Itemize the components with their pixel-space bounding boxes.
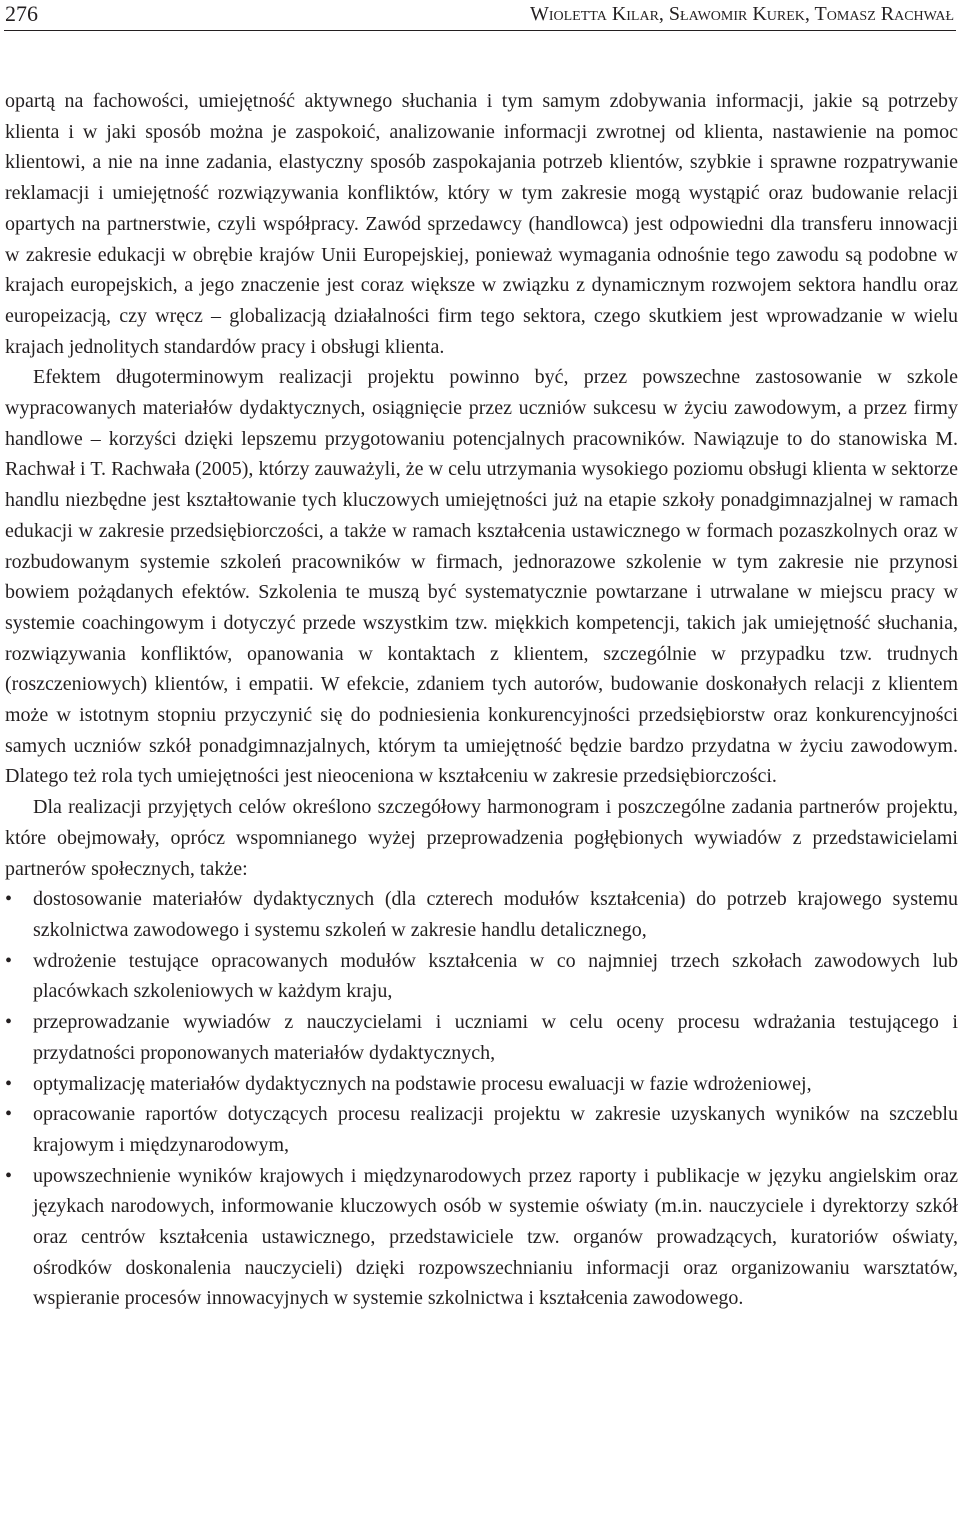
bullet-icon: • bbox=[5, 1164, 13, 1187]
paragraph-1: opartą na fachowości, umiejętność aktywnego słuchania i tym samym zdobywania informacji, jakie są potrzeby klienta i w jaki sposób można je zaspokoić, analizowanie informacji zwrotnej od klienta, nastawienie na pomoc klientowi, a nie na inne zadania, elastyczny sposób zaspokajania potrzeb klientów, szybkie i sprawne rozpatrywanie reklamacji i umiejętność rozwiązywania konfliktów, który w tym zakresie mogą wystąpić oraz budowanie relacji opartych na partnerstwie, czyli współpracy. Zawód sprzedawcy (handlowca) jest odpowiedni dla transferu innowacji w zakresie edukacji w obrębie krajów Unii Europejskiej, ponieważ wymagania odnośnie tego zawodu są podobne w krajach europejskich, a jego znaczenie jest coraz większe w związku z dynamicznym rozwojem sektora handlu oraz europeizacją, czy wręcz – globalizacją działalności firm tego sektora, czego skutkiem jest wprowadzanie w wielu krajach jednolitych standardów pracy i obsługi klienta. bbox=[5, 90, 958, 358]
list-item-text: przeprowadzanie wywiadów z nauczycielami i uczniami w celu oceny procesu wdrażania testującego i przydatności proponowanych materiałów dydaktycznych, bbox=[33, 1011, 958, 1064]
paragraph-3: Dla realizacji przyjętych celów określono szczegółowy harmonogram i poszczególne zadania partnerów projektu, które obejmowały, oprócz wspomnianego wyżej przeprowadzenia pogłębionych wywiadów z przedstawicielami partnerów społecznych, także: bbox=[5, 796, 958, 880]
list-item bbox=[5, 1161, 958, 1315]
running-head-authors: Wioletta Kilar, Sławomir Kurek, Tomasz Rachwał bbox=[529, 3, 954, 25]
list-item bbox=[5, 1069, 958, 1100]
list-item-text: opracowanie raportów dotyczących procesu realizacji projektu w zakresie uzyskanych wyników na szczeblu krajowym i międzynarodowym, bbox=[33, 1103, 958, 1156]
paragraph-2: Efektem długoterminowym realizacji projektu powinno być, przez powszechne zastosowanie w szkole wypracowanych materiałów dydaktycznych, osiągnięcie przez uczniów sukcesu w życiu zawodowym, a przez firmy handlowe – korzyści dzięki lepszemu przygotowaniu potencjalnych pracowników. Nawiązuje to do stanowiska M. Rachwał i T. Rachwała (2005), którzy zauważyli, że w celu utrzymania wysokiego poziomu obsługi klienta w sektorze handlu niezbędne jest kształtowanie tych kluczowych umiejętności już na etapie szkoły ponadgimnazjalnej w ramach edukacji w zakresie przedsiębiorczości, a także w ramach kształcenia ustawicznego w formach pozaszkolnych oraz w rozbudowanym systemie szkoleń pracowników w firmach, jednorazowe szkolenie w tym zakresie nie przynosi bowiem pożądanych efektów. Szkolenia te muszą być systematycznie powtarzane i utrwalane w miejscu pracy w systemie coachingowym i dotyczyć przede wszystkim tzw. miękkich kompetencji, takich jak umiejętność słuchania, rozwiązywania konfliktów, opanowania w kontaktach z klientem, szczególnie w przypadku tzw. trudnych (roszczeniowych) klientów, i empatii. W efekcie, zdaniem tych autorów, budowanie doskonałych relacji z klientem może w istotnym stopniu przyczynić się do podniesienia konkurencyjności przedsiębiorstw oraz konkurencyjności samych uczniów szkół ponadgimnazjalnych, którym ta umiejętność będzie bardzo przydatna w życiu zawodowym. Dlatego też rola tych umiejętności jest nieoceniona w kształceniu w zakresie przedsiębiorczości. bbox=[5, 366, 958, 788]
page-number: 276 bbox=[5, 1, 38, 26]
bullet-icon: • bbox=[5, 949, 13, 972]
list-item-text: wdrożenie testujące opracowanych modułów kształcenia w co najmniej trzech szkołach zawodowych lub placówkach szkoleniowych w każdym kraju, bbox=[33, 949, 958, 1003]
page-header bbox=[0, 0, 960, 32]
bullet-icon: • bbox=[5, 1072, 13, 1095]
list-item-text: dostosowanie materiałów dydaktycznych (dla czterech modułów kształcenia) do potrzeb krajowego systemu szkolnictwa zawodowego i systemu szkoleń w zakresie handlu detalicznego, bbox=[33, 888, 958, 941]
list-item-text: optymalizację materiałów dydaktycznych na podstawie procesu ewaluacji w fazie wdrożeniowej, bbox=[33, 1072, 812, 1095]
header-divider bbox=[4, 30, 956, 31]
bullet-icon: • bbox=[5, 1011, 13, 1034]
bullet-icon: • bbox=[5, 1103, 13, 1126]
list-item bbox=[5, 1007, 958, 1068]
list-item bbox=[5, 1099, 958, 1160]
body-text bbox=[5, 86, 958, 1314]
list-item bbox=[5, 946, 958, 1007]
bullet-icon: • bbox=[5, 888, 13, 911]
list-item bbox=[5, 884, 958, 945]
list-item-text: upowszechnienie wyników krajowych i międzynarodowych przez raporty i publikacje w języku angielskim oraz językach narodowych, informowanie kluczowych osób w systemie oświaty (m.in. nauczyciele i dyrektorzy szkół oraz centrów kształcenia ustawicznego, przedstawiciele tzw. organów prowadzących, kuratoriów oświaty, ośrodków doskonalenia nauczycieli) dzięki rozpowszechnianiu informacji oraz organizowaniu warsztatów, wspieranie procesów innowacyjnych w systemie szkolnictwa i kształcenia zawodowego. bbox=[33, 1164, 958, 1310]
task-list bbox=[5, 884, 958, 1314]
